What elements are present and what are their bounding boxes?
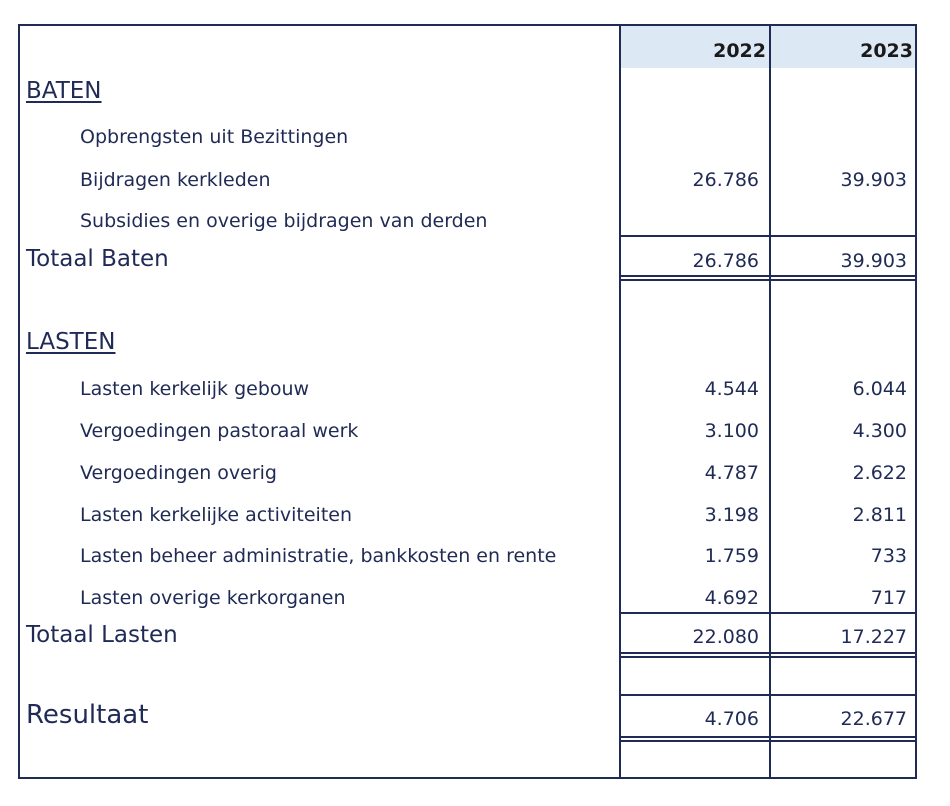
section-heading-lasten: LASTEN — [26, 329, 116, 355]
resultaat-double-border — [621, 740, 915, 742]
lasten-row-value-2022: 1.759 — [704, 545, 759, 567]
total-lasten-top-border — [621, 612, 915, 614]
lasten-row-label: Lasten beheer administratie, bankkosten en rente — [80, 545, 557, 567]
total-lasten-label: Totaal Lasten — [26, 622, 178, 648]
lasten-row-value-2023: 2.811 — [852, 504, 907, 526]
lasten-row-value-2022: 4.544 — [704, 378, 759, 400]
lasten-row-value-2023: 717 — [870, 587, 907, 609]
baten-row-value-2022: 26.786 — [692, 169, 759, 191]
lasten-row-value-2023: 733 — [870, 545, 907, 567]
baten-row-label: Bijdragen kerkleden — [80, 169, 271, 191]
total-baten-label: Totaal Baten — [26, 246, 169, 272]
year-header-2023: 2023 — [860, 40, 913, 62]
total-lasten-double-border — [621, 656, 915, 658]
total-lasten-double-border — [621, 652, 915, 654]
lasten-row-value-2022: 4.692 — [704, 587, 759, 609]
lasten-row-label: Vergoedingen pastoraal werk — [80, 420, 359, 442]
total-lasten-value-2022: 22.080 — [692, 626, 759, 648]
total-baten-double-border — [621, 279, 915, 281]
baten-row-label: Subsidies en overige bijdragen van derden — [80, 210, 488, 232]
total-lasten-value-2023: 17.227 — [840, 626, 907, 648]
resultaat-top-border — [621, 694, 915, 696]
resultaat-value-2023: 22.677 — [840, 708, 907, 730]
total-baten-double-border — [621, 275, 915, 277]
resultaat-label: Resultaat — [26, 700, 149, 730]
resultaat-value-2022: 4.706 — [704, 708, 759, 730]
year-header-2022: 2022 — [713, 40, 766, 62]
baten-row-label: Opbrengsten uit Bezittingen — [80, 126, 349, 148]
total-baten-value-2023: 39.903 — [840, 250, 907, 272]
total-baten-top-border — [621, 235, 915, 237]
lasten-row-label: Lasten kerkelijke activiteiten — [80, 504, 353, 526]
resultaat-double-border — [621, 736, 915, 738]
lasten-row-value-2022: 3.100 — [704, 420, 759, 442]
lasten-row-value-2023: 2.622 — [852, 462, 907, 484]
section-heading-baten: BATEN — [26, 78, 102, 104]
lasten-row-label: Vergoedingen overig — [80, 462, 277, 484]
lasten-row-label: Lasten kerkelijk gebouw — [80, 378, 310, 400]
baten-row-value-2023: 39.903 — [840, 169, 907, 191]
column-divider-left — [619, 26, 621, 777]
lasten-row-value-2023: 4.300 — [852, 420, 907, 442]
lasten-row-label: Lasten overige kerkorganen — [80, 587, 346, 609]
column-divider-right — [769, 26, 771, 777]
total-baten-value-2022: 26.786 — [692, 250, 759, 272]
financial-table — [18, 24, 917, 779]
lasten-row-value-2023: 6.044 — [852, 378, 907, 400]
lasten-row-value-2022: 3.198 — [704, 504, 759, 526]
lasten-row-value-2022: 4.787 — [704, 462, 759, 484]
